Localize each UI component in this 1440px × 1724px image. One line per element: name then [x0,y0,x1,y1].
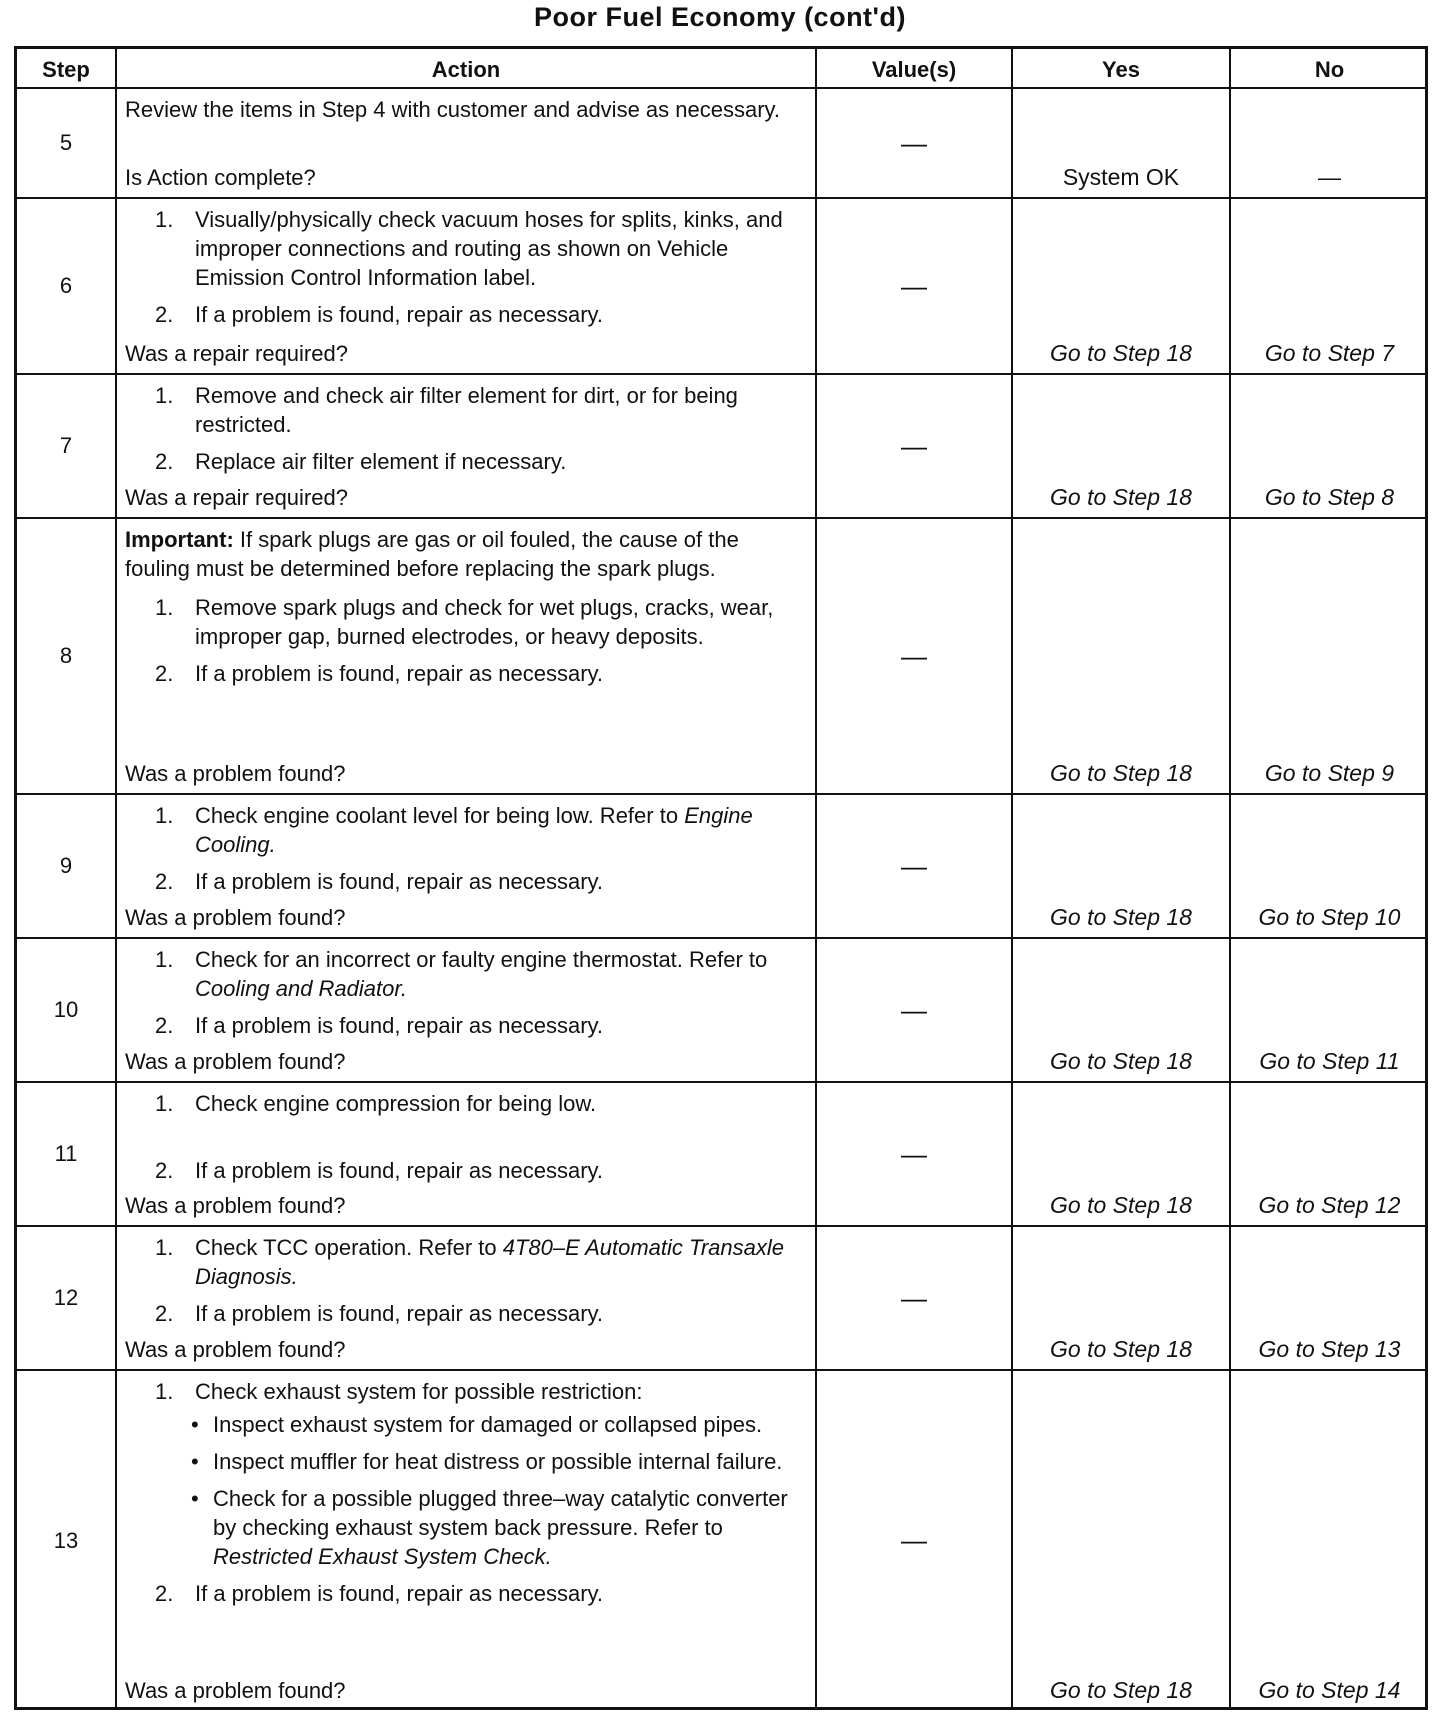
table-row-step: 7 [17,373,115,517]
header-step: Step [17,47,115,87]
table-row-step: 5 [17,87,115,197]
list-number: 1. [155,1379,174,1404]
table-row-step: 11 [17,1081,115,1225]
list-number: 2. [155,661,174,687]
action-question: Was a problem found? [125,1677,346,1703]
important-note [125,525,805,583]
list-item: If a problem is found, repair as necessary. [195,869,604,895]
list-number: 1. [155,1091,174,1116]
bullet-item: Inspect muffler for heat distress or possible internal failure. [213,1449,783,1475]
list-item: Remove spark plugs and check for wet plugs, cracks, wear, improper gap, burned electrodes, or heavy deposits. [195,595,774,650]
value-cell: — [815,373,1011,517]
page-title: Poor Fuel Economy (cont'd) [534,2,906,32]
list-number: 1. [155,383,174,408]
no-cell: Go to Step 10 [1229,793,1428,937]
reference-link: Cooling and Radiator. [195,976,407,1002]
yes-cell: Go to Step 18 [1011,517,1229,793]
list-number: 2. [155,449,174,475]
table-row-step: 12 [17,1225,115,1369]
action-question: Was a problem found? [125,760,346,786]
no-cell: Go to Step 8 [1229,373,1428,517]
list-number: 2. [155,302,174,328]
list-item: Check engine coolant level for being low. Refer to [195,803,679,828]
header-no: No [1229,47,1428,87]
action-question: Is Action complete? [125,164,316,190]
action-question: Was a problem found? [125,904,346,930]
list-item: If a problem is found, repair as necessary. [195,1581,604,1607]
yes-cell: System OK [1011,87,1229,197]
important-label: Important: [125,527,234,552]
header-action: Action [115,47,815,87]
no-cell: Go to Step 11 [1229,937,1428,1081]
important-text: If spark plugs are gas or oil fouled, the cause of the fouling must be determined before replacing the spark plugs. [125,527,739,582]
list-number: 2. [155,869,174,895]
yes-cell: Go to Step 18 [1011,373,1229,517]
bullet-glyph: • [191,1486,199,1512]
action-cell [115,1225,815,1369]
action-cell [115,87,815,197]
bullet-glyph: • [191,1449,199,1475]
list-item: If a problem is found, repair as necessary. [195,1158,604,1184]
yes-cell: Go to Step 18 [1011,1081,1229,1225]
list-number: 2. [155,1013,174,1039]
no-cell: Go to Step 7 [1229,197,1428,373]
list-number: 1. [155,207,174,232]
table-row-step: 13 [17,1369,115,1710]
no-cell: Go to Step 13 [1229,1225,1428,1369]
action-cell [115,197,815,373]
value-cell: — [815,1369,1011,1710]
reference-link: Restricted Exhaust System Check. [213,1544,552,1570]
action-question: Was a problem found? [125,1192,346,1218]
list-item: Check for an incorrect or faulty engine thermostat. Refer to [195,947,768,972]
action-cell [115,517,815,793]
yes-cell: Go to Step 18 [1011,1225,1229,1369]
yes-cell: Go to Step 18 [1011,793,1229,937]
list-item: If a problem is found, repair as necessary. [195,661,604,687]
reference-link: Engine Cooling. [195,803,753,858]
value-cell: — [815,1081,1011,1225]
list-item: Check engine compression for being low. [195,1091,597,1116]
action-question: Was a problem found? [125,1336,346,1362]
list-number: 2. [155,1301,174,1327]
list-number: 1. [155,947,174,972]
table-row-step: 6 [17,197,115,373]
yes-cell: Go to Step 18 [1011,1369,1229,1710]
list-item: If a problem is found, repair as necessary. [195,1301,604,1327]
list-number: 2. [155,1158,174,1184]
list-item: Check TCC operation. Refer to [195,1235,497,1260]
list-number: 1. [155,803,174,828]
action-text: Review the items in Step 4 with customer and advise as necessary. [125,97,781,122]
list-item: If a problem is found, repair as necessary. [195,1013,604,1039]
bullet-item: Check for a possible plugged three–way catalytic converter by checking exhaust system back pressure. Refer to [213,1486,788,1541]
value-cell: — [815,937,1011,1081]
list-item: If a problem is found, repair as necessary. [195,302,604,328]
table-row-step: 10 [17,937,115,1081]
action-question: Was a repair required? [125,484,348,510]
action-cell [115,373,815,517]
no-cell: Go to Step 12 [1229,1081,1428,1225]
action-cell [115,937,815,1081]
action-cell [115,1369,815,1710]
list-item: Remove and check air filter element for dirt, or for being restricted. [195,383,738,438]
value-cell: — [815,197,1011,373]
table-row-step: 8 [17,517,115,793]
table-row-step: 9 [17,793,115,937]
list-item: Visually/physically check vacuum hoses for splits, kinks, and improper connections and routing as shown on Vehicle Emission Control Information label. [195,207,783,291]
header-yes: Yes [1011,47,1229,87]
bullet-glyph: • [191,1412,199,1438]
no-cell: Go to Step 9 [1229,517,1428,793]
bullet-item: Inspect exhaust system for damaged or collapsed pipes. [213,1412,763,1438]
list-number: 1. [155,1235,174,1260]
yes-cell: Go to Step 18 [1011,937,1229,1081]
value-cell: — [815,517,1011,793]
no-cell: — [1229,87,1428,197]
action-cell [115,793,815,937]
action-cell [115,1081,815,1225]
list-item: Replace air filter element if necessary. [195,449,567,475]
no-cell: Go to Step 14 [1229,1369,1428,1710]
value-cell: — [815,87,1011,197]
action-question: Was a repair required? [125,340,348,366]
list-number: 1. [155,595,174,621]
list-item: Check exhaust system for possible restriction: [195,1379,643,1404]
value-cell: — [815,1225,1011,1369]
yes-cell: Go to Step 18 [1011,197,1229,373]
diagnostic-table [14,46,1428,1710]
list-number: 2. [155,1581,174,1607]
action-question: Was a problem found? [125,1048,346,1074]
value-cell: — [815,793,1011,937]
reference-link: 4T80–E Automatic Transaxle Diagnosis. [195,1235,784,1290]
header-values: Value(s) [815,47,1011,87]
